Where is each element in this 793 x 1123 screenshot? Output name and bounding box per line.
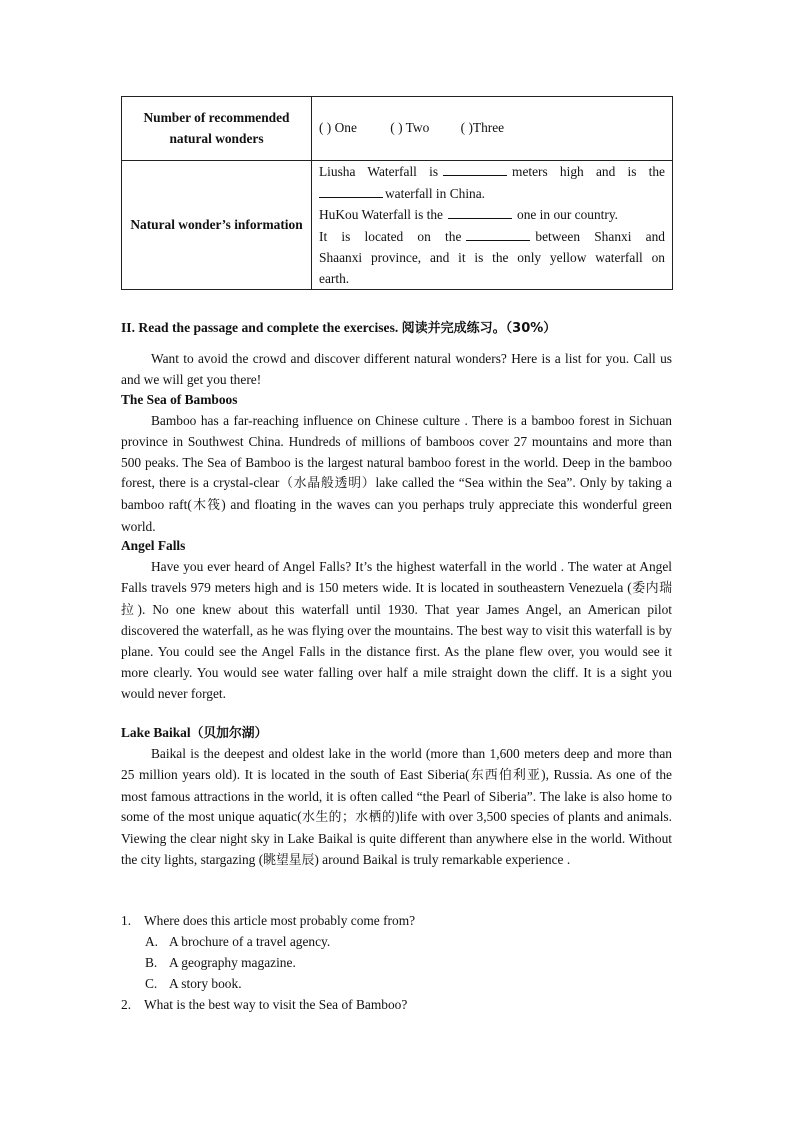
row-label-info: Natural wonder’s information bbox=[122, 161, 312, 290]
info-text: Liusha Waterfall is bbox=[319, 164, 439, 179]
paragraph-text: ) around Baikal is truly remarkable experience . bbox=[314, 851, 571, 867]
question-1-option-b[interactable] bbox=[145, 952, 296, 973]
info-line bbox=[319, 161, 665, 183]
paragraph-text: )life with over 3,500 species of plants and animals. Viewing the clear night sky in Lake Baikal is quite different than anywhere else in the world. Without the city lights, stargazing ( bbox=[121, 809, 672, 867]
section-title-en: II. Read the passage and complete the exercises. bbox=[121, 320, 399, 335]
section-title-cn: 阅读并完成练习。（30%） bbox=[401, 321, 557, 336]
wonders-count-options bbox=[312, 97, 673, 161]
option-letter: C. bbox=[145, 976, 158, 991]
paragraph-text: Baikal is the deepest and oldest lake in the world (more than 1,600 meters deep and more than 25 million years old). It is located in the south of East Siberia( bbox=[121, 746, 672, 782]
chinese-gloss: 木筏 bbox=[191, 498, 222, 514]
question-text: What is the best way to visit the Sea of Bamboo? bbox=[144, 997, 408, 1012]
option-text: A brochure of a travel agency. bbox=[169, 934, 331, 949]
section-title bbox=[121, 317, 556, 336]
paragraph-lake-baikal bbox=[121, 744, 672, 872]
heading-text: Lake Baikal bbox=[121, 725, 191, 740]
info-text: It is located on the bbox=[319, 229, 462, 245]
answer-blank[interactable] bbox=[448, 204, 512, 219]
paragraph-angel-falls bbox=[121, 557, 672, 705]
info-text: one in our country. bbox=[517, 207, 619, 223]
row-label-wonders-count: Number of recommended natural wonders bbox=[122, 97, 312, 161]
question-number: 2. bbox=[121, 997, 132, 1012]
answer-blank[interactable] bbox=[466, 226, 530, 241]
option-two[interactable]: ( ) Two bbox=[390, 120, 430, 136]
paragraph-text: ) and floating in the waves can you perhaps truly appreciate this wonderful green world. bbox=[121, 497, 672, 534]
paragraph-text: ). No one knew about this waterfall until 1930. That year James Angel, an American pilot discovered the waterfall, as he was flying over the mountains. The best way to visit this waterfall is by plane. You could see the Angel Falls in the distance first. As the plane flew over, you would see it more clearly. You would see water falling over half a mile straight down the cliff. It is a sight you would never forget. bbox=[121, 601, 672, 701]
info-table bbox=[121, 96, 673, 290]
option-one[interactable]: ( ) One bbox=[319, 120, 357, 136]
option-text: A geography magazine. bbox=[169, 955, 296, 970]
option-text: A story book. bbox=[169, 976, 242, 991]
info-line bbox=[319, 226, 665, 248]
paragraph-text: Have you ever heard of Angel Falls? It’s the highest waterfall in the world . The water at Angel Falls travels 979 meters high and is 150 meters wide. It is located in southeastern Venezuela ( bbox=[121, 559, 672, 595]
heading-angel-falls: Angel Falls bbox=[121, 538, 186, 553]
chinese-gloss: 委内瑞拉 bbox=[121, 580, 672, 618]
paragraph-text: ), Russia. As one of the most famous attractions in the world, it is often called “the Pearl of Siberia”. The lake is also home to some of the most unique aquatic( bbox=[121, 766, 672, 825]
answer-blank[interactable] bbox=[319, 183, 383, 198]
heading-lake-baikal bbox=[121, 723, 672, 745]
intro-paragraph bbox=[121, 349, 672, 391]
intro-text: Want to avoid the crowd and discover different natural wonders? Here is a list for you. Call us and we will get you there! bbox=[121, 351, 672, 387]
chinese-gloss: 眺望星辰 bbox=[263, 852, 315, 868]
option-letter: B. bbox=[145, 955, 158, 970]
chinese-gloss: 水生的；水栖的 bbox=[301, 810, 396, 826]
info-line bbox=[319, 204, 665, 226]
paragraph-text: lake called the “Sea within the Sea”. Only by taking a bamboo raft( bbox=[121, 475, 672, 513]
info-text: meters high and is the bbox=[512, 164, 665, 179]
paragraph-text: Bamboo has a far-reaching influence on Chinese culture . There is a bamboo forest in Sichuan province in Southwest China. Hundreds of millions of bamboos cover 27 mountains and more than 500 peaks. The Sea of Bamboo is the largest natural bamboo forest in the world. Deep in the bamboo forest, there is a crystal-clear bbox=[121, 413, 672, 491]
info-text: waterfall in China. bbox=[385, 185, 486, 201]
question-1-option-a[interactable] bbox=[145, 931, 330, 952]
question-number: 1. bbox=[121, 913, 132, 928]
question-text: Where does this article most probably come from? bbox=[144, 913, 416, 928]
chinese-gloss: （水晶般透明） bbox=[279, 476, 376, 492]
table-row bbox=[122, 161, 673, 290]
answer-blank[interactable] bbox=[443, 161, 507, 176]
option-three[interactable]: ( )Three bbox=[460, 120, 505, 136]
paragraph-sea-of-bamboos bbox=[121, 411, 672, 538]
chinese-gloss: 东西伯利亚 bbox=[469, 767, 542, 783]
info-line: Shaanxi province, and it is the only yellow waterfall on bbox=[319, 249, 665, 265]
heading-sea-of-bamboos: The Sea of Bamboos bbox=[121, 392, 238, 407]
table-row bbox=[122, 97, 673, 161]
info-line bbox=[319, 183, 665, 205]
question-2 bbox=[121, 994, 407, 1015]
info-text: HuKou Waterfall is the bbox=[319, 207, 443, 223]
heading-text-cn: （贝加尔湖） bbox=[190, 726, 268, 741]
info-text: between Shanxi and bbox=[535, 229, 665, 245]
question-1 bbox=[121, 910, 415, 931]
wonder-info-cell bbox=[312, 161, 673, 290]
question-1-option-c[interactable] bbox=[145, 973, 242, 994]
info-line: earth. bbox=[319, 270, 350, 286]
option-letter: A. bbox=[145, 934, 159, 949]
